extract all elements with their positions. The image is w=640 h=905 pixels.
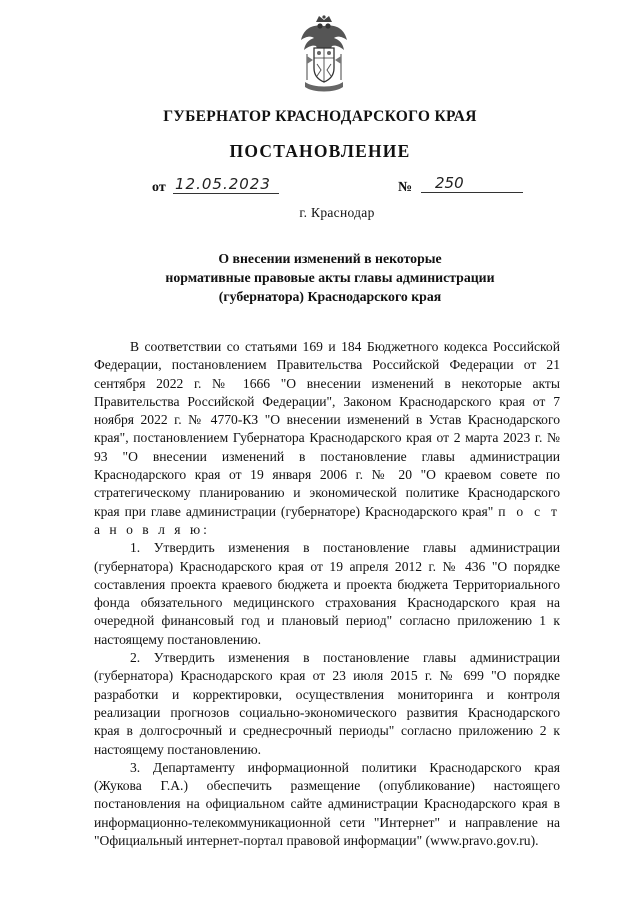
body-paragraph: 3. Департаменту информационной политики Краснодарского края (Жукова Г.А.) обеспечить размещение (опубликование) настоящего постановления на официальном сайте администрации Краснодарского края в информационно-телекоммуникационной сети "Интернет" и направление на "Официальный интернет-портал правовой информации" (www.pravo.gov.ru). [94,759,560,849]
number-prefix: № [398,180,413,195]
city: г. Краснодар [299,205,375,220]
document-number: 250 [421,174,523,193]
subject-line: нормативные правовые акты главы администрации [165,270,495,285]
authority-title: ГУБЕРНАТОР КРАСНОДАРСКОГО КРАЯ [163,108,477,125]
document-type: ПОСТАНОВЛЕНИЕ [229,141,411,161]
decree-word: п о с т а н о в л я ю: [94,503,561,537]
subject-line: (губернатора) Краснодарского края [218,289,442,304]
document-body [94,338,560,850]
krasnodar-coat-of-arms-icon [299,14,349,96]
body-paragraph: 2. Утвердить изменения в постановление главы администрации (губернатора) Краснодарского края от 23 июля 2015 г. № 699 "О порядке разработки и корректировки, осуществления мониторинга и контроля реализации прогнозов социально-экономического развития Краснодарского края в долгосрочный и среднесрочный периоды" согласно приложению 2 к настоящему постановлению. [94,650,560,757]
document-date: 12.05.2023 [173,175,279,194]
document-subject [100,249,560,306]
subject-line: О внесении изменений в некоторые [218,251,442,266]
date-prefix: от [152,180,166,195]
date-number-row [0,174,640,202]
body-paragraph: 1. Утвердить изменения в постановление главы администрации (губернатора) Краснодарского края от 19 апреля 2012 г. № 436 "О порядке составления проекта краевого бюджета и проекта бюджета Территориального фонда обязательного медицинского страхования Краснодарского края на очередной финансовый год и плановый период" согласно приложению 1 к настоящему постановлению. [94,540,560,647]
intro-paragraph [94,338,560,539]
intro-text: В соответствии со статьями 169 и 184 Бюджетного кодекса Российской Федерации, постановлением Правительства Российской Федерации от 21 сентября 2022 г. № 1666 "О внесении изменений в некоторые акты Правительства Российской Федерации", Законом Краснодарского края от 7 ноября 2022 г. № 4770-КЗ "О внесении изменений в Устав Краснодарского края", постановлением Губернатора Краснодарского края от 2 марта 2023 г. № 93 "О внесении изменений в постановление главы администрации Краснодарского края от 19 января 2006 г. № 20 "О краевом совете по стратегическому планированию и экономической политике Краснодарского края при главе администрации (губернаторе) Краснодарского края" [94,339,560,519]
